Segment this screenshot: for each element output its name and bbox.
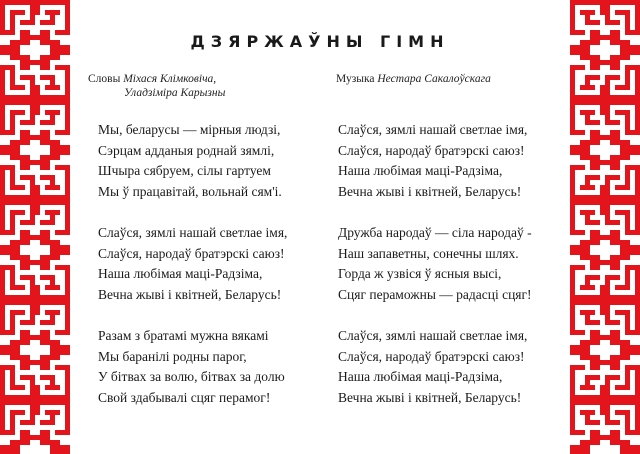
verse-line: Сэрцам адданыя роднай зямлі, [98,142,275,158]
stanza [338,120,578,202]
verse-line: Свой здабывалі сцяг перамог! [98,389,271,405]
verse-line: Мы ў працавітай, вольнай сям'і. [98,183,282,199]
ornament-border-left [0,0,70,454]
verse-line: Слаўся, народаў братэрскі саюз! [338,142,525,158]
verse-line: Горда ж узвіся ў ясныя высі, [338,266,502,281]
stanza [98,120,338,202]
verse-line: У бітвах за волю, бітвах за долю [98,369,285,384]
verse-line: Слаўся, народаў братэрскі саюз! [98,245,285,261]
page-title: ДЗЯРЖАЎНЫ ГІМН [190,32,450,51]
stanza [98,326,338,408]
music-label: Музыка [336,73,375,85]
verse-line: Слаўся, зямлі нашай светлае імя, [98,225,288,240]
words-label: Словы [88,73,121,85]
verses-column-left [98,120,338,429]
stanza [98,223,338,305]
verse-line: Мы, беларусы — мірныя людзі, [98,122,281,137]
verse-line: Наша любімая маці-Радзіма, [98,266,263,281]
anthem-text-panel [70,10,570,446]
music-author: Нестара Сакалоўскага [377,73,491,85]
words-author-2: Уладзіміра Карызны [124,87,226,99]
verse-line: Наш запаветны, сонечны шлях. [338,245,519,261]
verses-column-right [338,120,578,429]
stanza [338,223,578,305]
words-author-1: Міхася Клімковіча, [123,73,217,85]
verse-line: Наша любімая маці-Радзіма, [338,369,503,384]
verse-line: Слаўся, зямлі нашай светлае імя, [338,122,528,137]
verse-line: Слаўся, зямлі нашай светлае імя, [338,328,528,343]
words-credit [88,72,225,100]
verse-line: Дружба народаў — сіла народаў - [338,225,532,240]
music-credit [336,72,491,86]
verse-line: Слаўся, народаў братэрскі саюз! [338,348,525,364]
verse-line: Мы баранілі родны парог, [98,348,247,364]
verse-line: Вечна жыві і квітней, Беларусь! [338,183,522,199]
verse-line: Сцяг пераможны — радасці сцяг! [338,286,532,302]
verse-line: Вечна жыві і квітней, Беларусь! [98,286,282,302]
verse-line: Вечна жыві і квітней, Беларусь! [338,389,522,405]
ornament-border-right [570,0,640,454]
verse-line: Наша любімая маці-Радзіма, [338,163,503,178]
verse-line: Разам з братамі мужна вякамі [98,328,269,343]
verse-line: Шчыра сябруем, сілы гартуем [98,163,271,178]
stanza [338,326,578,408]
